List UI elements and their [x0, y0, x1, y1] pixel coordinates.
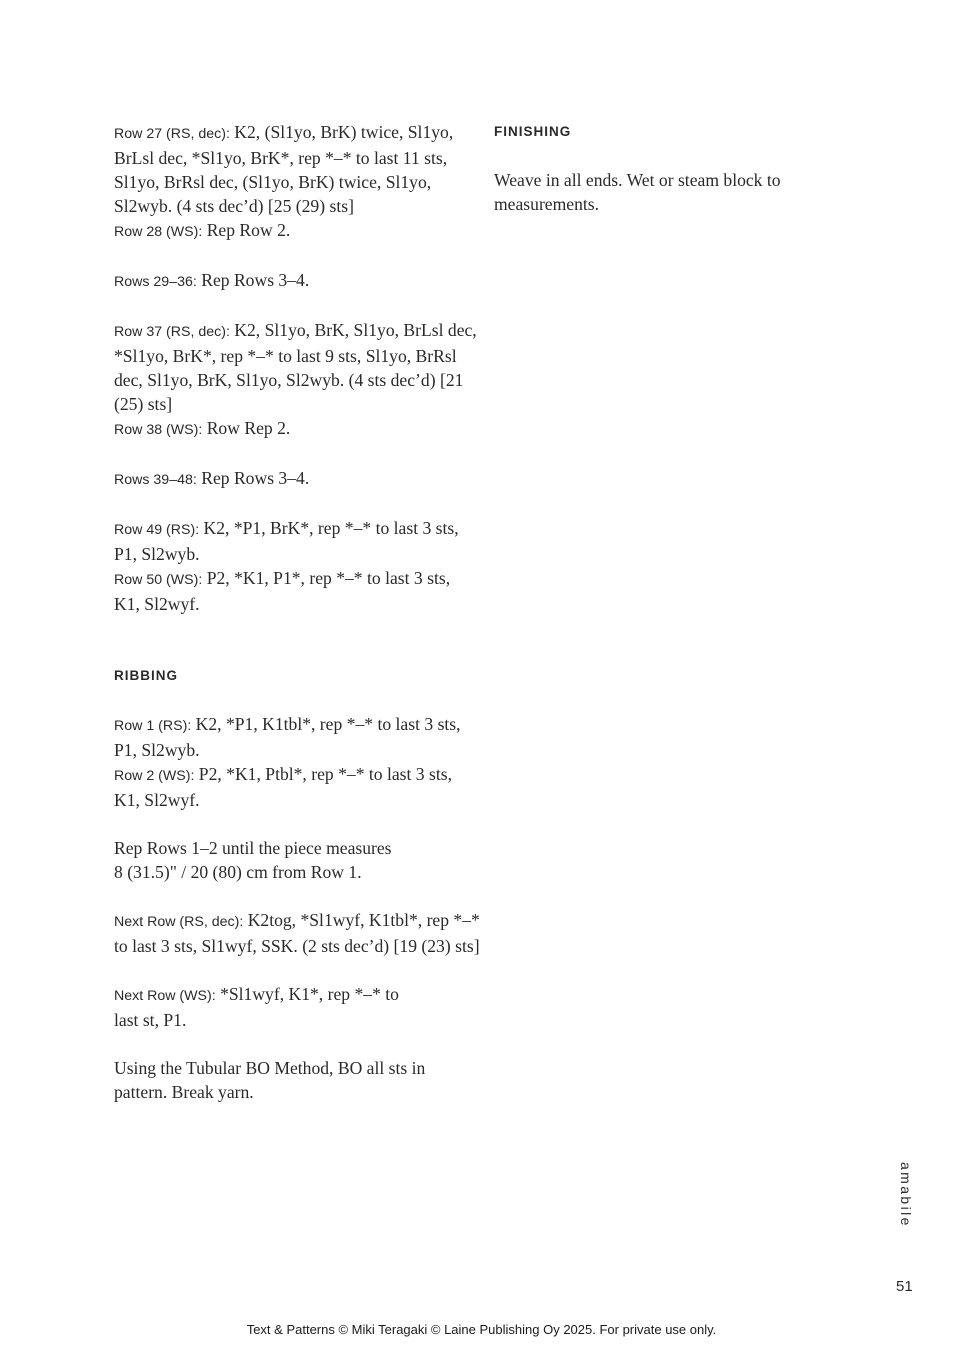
row-text: K2, (Sl1yo, BrK) twice, Sl1yo, BrLsl dec, *Sl1yo, BrK*, rep *–* to last 11 sts, Sl1yo, BrRsl dec, (Sl1yo, BrK) twice, Sl1yo, Sl2wyb. (4 sts dec’d) [25 (29) sts] — [114, 122, 454, 216]
row-label: Row 28 (WS): — [114, 224, 203, 240]
row-text: P2, *K1, P1*, rep *–* to last 3 sts, K1, Sl2wyf. — [114, 568, 451, 614]
page-number: 51 — [896, 1278, 913, 1295]
row-28-instruction — [114, 218, 480, 244]
rep-rows-line-1: Rep Rows 1–2 until the piece measures — [114, 838, 392, 858]
row-text: Row Rep 2. — [202, 418, 291, 438]
row-text: K2, *P1, BrK*, rep *–* to last 3 sts, P1, Sl2wyb. — [114, 518, 459, 564]
row-50-instruction — [114, 566, 480, 616]
row-text: K2, *P1, K1tbl*, rep *–* to last 3 sts, P1, Sl2wyb. — [114, 714, 461, 760]
side-label: amabile — [898, 1162, 914, 1228]
row-27-instruction — [114, 120, 480, 218]
row-text: K2, Sl1yo, BrK, Sl1yo, BrLsl dec, *Sl1yo, BrK*, rep *–* to last 9 sts, Sl1yo, BrRsl dec, Sl1yo, BrK, Sl1yo, Sl2wyb. (4 sts dec’d) [21 (25) sts] — [114, 320, 477, 414]
row-37-instruction — [114, 318, 480, 416]
left-column — [114, 120, 480, 1104]
copyright-footer: Text & Patterns © Miki Teragaki © Laine Publishing Oy 2025. For private use only. — [246, 1322, 717, 1337]
row-49-instruction — [114, 516, 480, 566]
right-column — [494, 120, 824, 216]
row-text-line-1: *Sl1wyf, K1*, rep *–* to — [215, 984, 399, 1004]
row-text: P2, *K1, Ptbl*, rep *–* to last 3 sts, K1, Sl2wyf. — [114, 764, 452, 810]
finishing-text: Weave in all ends. Wet or steam block to measurements. — [494, 170, 781, 214]
row-text: Rep Rows 3–4. — [196, 468, 310, 488]
rep-rows-line-2: 8 (31.5)" / 20 (80) cm from Row 1. — [114, 862, 362, 882]
row-label: Row 1 (RS): — [114, 718, 192, 734]
rib-row-2-instruction — [114, 762, 480, 812]
row-38-instruction — [114, 416, 480, 442]
bind-off-line-2: pattern. Break yarn. — [114, 1082, 254, 1102]
row-label: Row 38 (WS): — [114, 422, 203, 438]
rows-29-36-instruction — [114, 268, 480, 294]
row-label: Next Row (WS): — [114, 988, 216, 1004]
row-label: Rows 39–48: — [114, 472, 197, 488]
row-text: K2tog, *Sl1wyf, K1tbl*, rep *–* to last 3 sts, Sl1wyf, SSK. (2 sts dec’d) [19 (23) sts] — [114, 910, 480, 956]
rep-rows-instruction — [114, 836, 480, 884]
rib-row-1-instruction — [114, 712, 480, 762]
row-label: Row 2 (WS): — [114, 768, 195, 784]
row-label: Row 37 (RS, dec): — [114, 324, 230, 340]
row-text-line-2: last st, P1. — [114, 1010, 187, 1030]
row-label: Rows 29–36: — [114, 274, 197, 290]
row-text: Rep Rows 3–4. — [196, 270, 310, 290]
finishing-heading: FINISHING — [494, 124, 572, 139]
next-row-ws-instruction — [114, 982, 480, 1032]
row-label: Row 27 (RS, dec): — [114, 126, 230, 142]
row-label: Next Row (RS, dec): — [114, 914, 244, 930]
next-row-dec-instruction — [114, 908, 480, 958]
row-text: Rep Row 2. — [202, 220, 291, 240]
ribbing-heading: RIBBING — [114, 668, 178, 683]
row-label: Row 50 (WS): — [114, 572, 203, 588]
rows-39-48-instruction — [114, 466, 480, 492]
bind-off-instruction — [114, 1056, 480, 1104]
bind-off-line-1: Using the Tubular BO Method, BO all sts in — [114, 1058, 426, 1078]
row-label: Row 49 (RS): — [114, 522, 200, 538]
